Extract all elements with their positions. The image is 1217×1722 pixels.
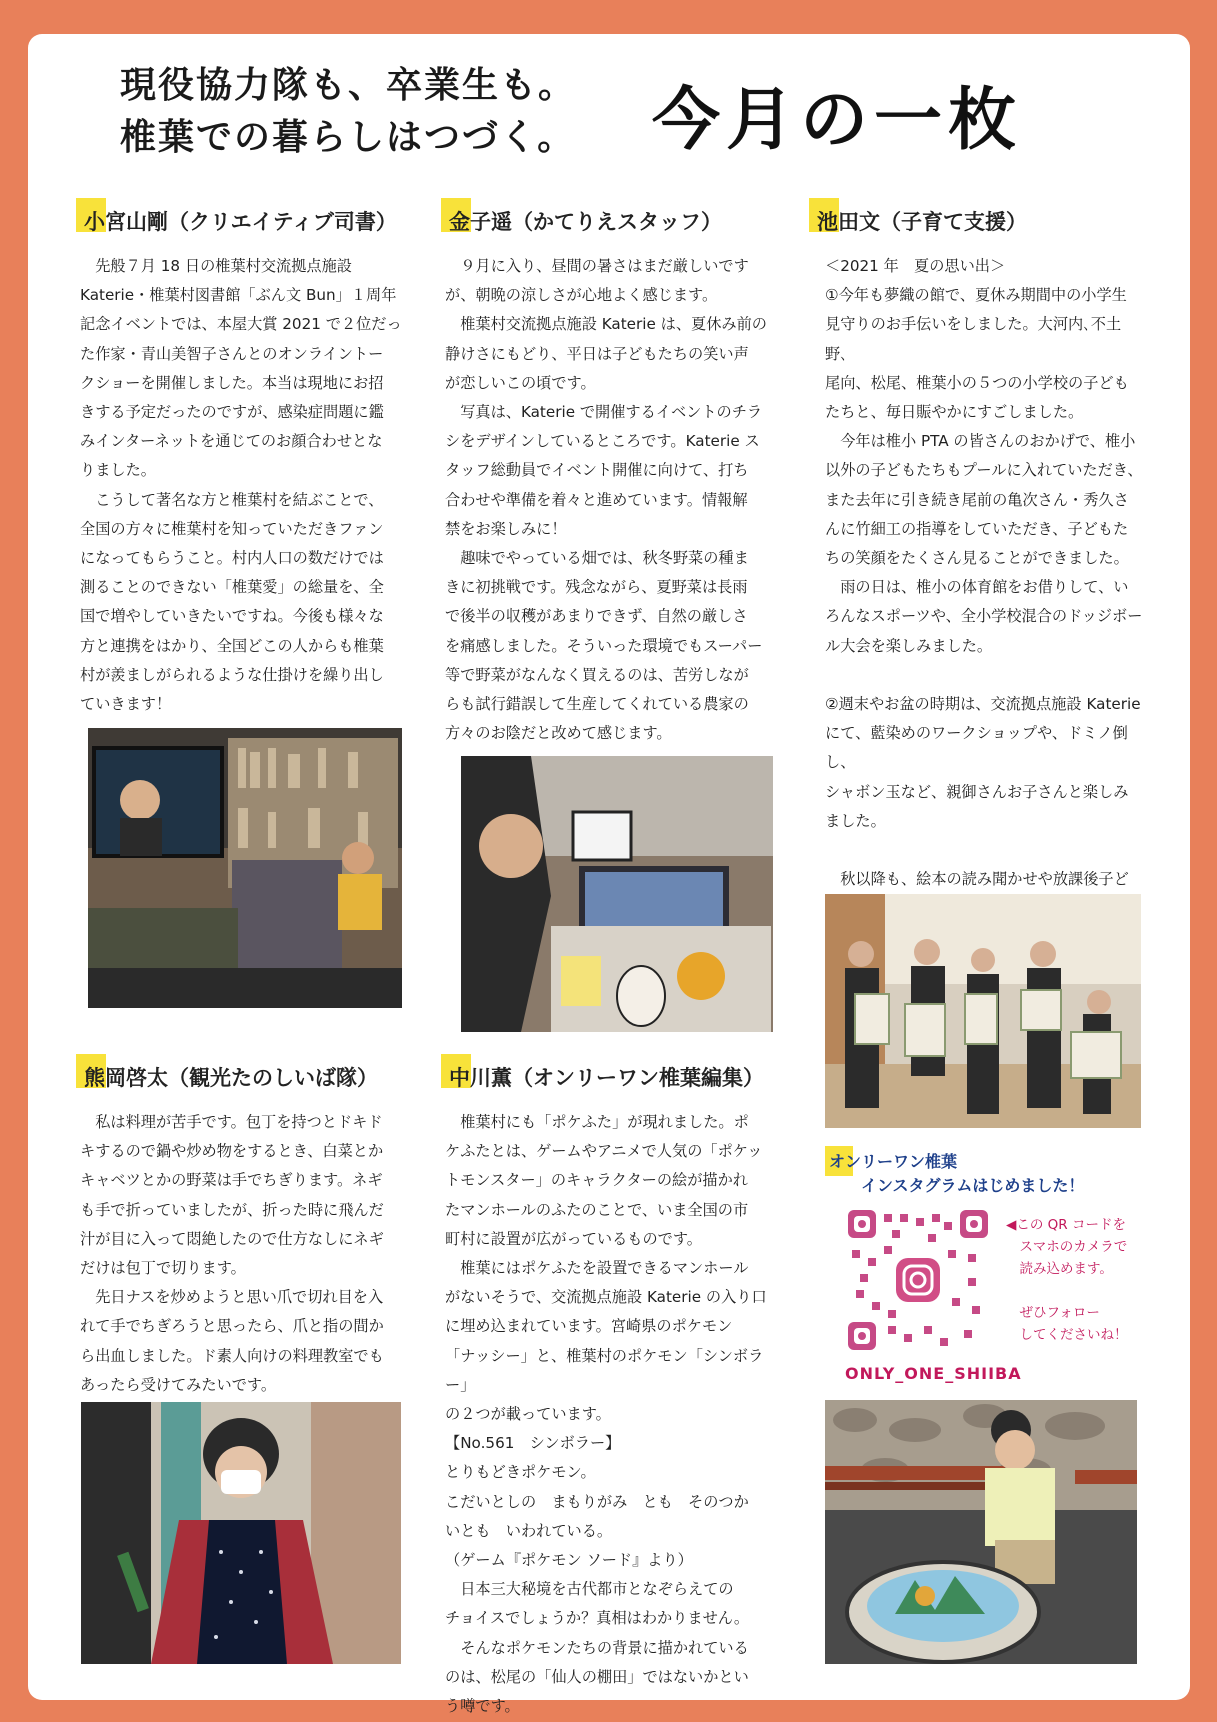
article-kumaoka [80, 1062, 410, 1400]
qr-note: ◀この QR コードを スマホのカメラで 読み込めます。 ぜひフォロー してくださいね！ [1006, 1217, 1128, 1343]
article-ikeda [813, 206, 1143, 982]
catch-copy [120, 60, 576, 164]
indigo-dye-workshop-photo [825, 894, 1141, 1128]
pokemon-manhole-photo [825, 1400, 1137, 1664]
article-heading: 熊岡啓太（観光たのしいば隊） [80, 1062, 410, 1092]
catch-line-2: 椎葉での暮らしはつづく。 [120, 117, 576, 158]
catch-line-1: 現役協力隊も、卒業生も。 [120, 65, 577, 106]
flyer-design-photo [461, 756, 773, 1032]
online-talk-photo [88, 728, 402, 1008]
instagram-handle[interactable]: ONLY_ONE_SHIIBA [845, 1364, 1022, 1383]
article-body: 私は料理が苦手です。包丁を持つとドキド キするので鍋や炒め物をするとき、白菜とか キャベツとかの野菜は手でちぎります。ネギ も手で折っていましたが、折った時に飛んだ 汁が目に入って悶絶したので仕方なしにネギ だけは包丁で切ります。 先日ナスを炒めようと思い爪で切れ目を入 れて手でちぎろうと思ったら、爪と指の間か ら出血しました。ド素人向けの料理教室でも あったら受けてみたいです。 [80, 1113, 384, 1394]
article-body: ９月に入り、昼間の暑さはまだ厳しいです が、朝晩の涼しさが心地よく感じます。 椎葉村交流拠点施設 Katerie は、夏休み前の 静けさにもどり、平日は子どもたちの笑い声 が恋しいこの頃です。 写真は、Katerie で開催するイベントのチラ シをデザインしているところです。Katerie ス タッフ総動員でイベント開催に向けて、打ち 合わせや準備を着々と進めています。情報解 禁をお楽しみに！ 趣味でやっている畑では、秋冬野菜の種ま きに初挑戦です。残念ながら、夏野菜は長雨 で後半の収穫があまりできず、自然の厳しさ を痛感しました。そういった環境でもスーパー 等で野菜がなんなく買えるのは、苦労しなが らも試行錯誤して生産してくれている農家の 方々のお陰だと改めて感じます。 [445, 257, 767, 743]
article-body: 先般７月 18 日の椎葉村交流拠点施設 Katerie・椎葉村図書館「ぶん文 Bun」１周年 記念イベントでは、本屋大賞 2021 で２位だっ た作家・青山美智子さんとのオンライントー クショーを開催しました。本当は現地にお招 きする予定だったのですが、感染症問題に鑑 みインターネットを通じてのお顔合わせとな りました。 こうして著名な方と椎葉村を結ぶことで、 全国の方々に椎葉村を知っていただきファン になってもらうこと。村内人口の数だけでは 測ることのできない「椎葉愛」の総量を、全 国で増やしていきたいですね。今後も様々な 方と連携をはかり、全国どこの人からも椎葉 村が羨ましがられるような仕掛けを繰り出し ていきます！ [80, 257, 402, 714]
article-nakagawa [445, 1062, 775, 1721]
article-heading: 中川薫（オンリーワン椎葉編集） [445, 1062, 775, 1092]
article-body: 椎葉村にも「ポケふた」が現れました。ポ ケふたとは、ゲームやアニメで人気の「ポケッ トモンスター」のキャラクターの絵が描かれ たマンホールのふたのことで、いま全国の市 町村に設置が広がっているものです。 椎葉にはポケふたを設置できるマンホール がないそうで、交流拠点施設 Katerie の入り口 に埋め込まれています。宮崎県のポケモン 「ナッシー」と、椎葉村のポケモン「シンボラー」 の２つが載っています。 【No.561 シンボラー】 とりもどきポケモン。 こだいとしの まもりがみ とも そのつか いとも いわれている。 （ゲーム『ポケモン ソード』より） 日本三大秘境を古代都市となぞらえての チョイスでしょうか？真相はわかりません。 そんなポケモンたちの背景に描かれている のは、松尾の「仙人の棚田」ではないかとい う噂です。 [445, 1113, 767, 1716]
article-heading: 金子遥（かてりえスタッフ） [445, 206, 775, 236]
article-body: ＜2021 年 夏の思い出＞ ①今年も夢織の館で、夏休み期間中の小学生 見守りのお手伝いをしました。大河内､不土野､ 尾向、松尾、椎葉小の５つの小学校の子ども たちと、毎日賑やかにすごしました。 今年は椎小 PTA の皆さんのおかげで、椎小 以外の子どもたちもプールに入れていただき、 また去年に引き続き尾前の亀次さん・秀久さ んに竹細工の指導をしていただき、子どもた ちの笑顔をたくさん見ることができました。 雨の日は、椎小の体育館をお借りして、い ろんなスポーツや、全小学校混合のドッジボー ル大会を楽しみました。 ②週末やお盆の時期は、交流拠点施設 Katerie にて、藍染めのワークショップや、ドミノ倒し、 シャボン玉など、親御さんお子さんと楽しみ ました。 秋以降も、絵本の読み聞かせや放課後子ど [825, 257, 1143, 889]
instagram-qr-code[interactable] [848, 1210, 988, 1350]
article-heading: 小宮山剛（クリエイティブ司書） [80, 206, 410, 236]
article-heading: 池田文（子育て支援） [813, 206, 1143, 236]
article-komiyama [80, 206, 410, 719]
page-title: 今月の一枚 [652, 81, 1023, 160]
instagram-heading: オンリーワン椎葉 インスタグラムはじめました！ [829, 1150, 1084, 1198]
article-kaneko [445, 206, 775, 748]
cooking-apron-photo [81, 1402, 401, 1664]
